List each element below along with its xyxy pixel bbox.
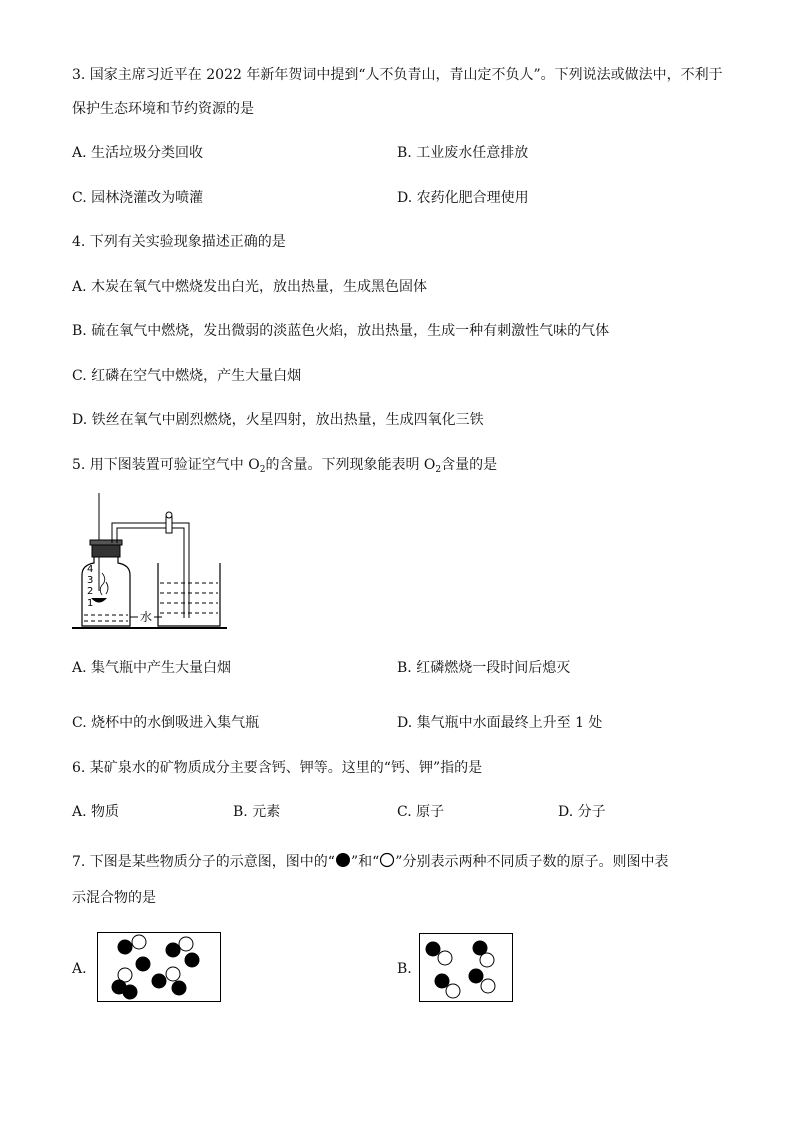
q6-option-d[interactable]: D. 分子 — [558, 804, 606, 820]
q7-option-a-label[interactable]: A. — [72, 961, 87, 977]
hollow-atom-icon — [379, 852, 395, 868]
q5-option-d[interactable]: D. 集气瓶中水面最终上升至 1 处 — [397, 715, 603, 731]
q4-option-b[interactable]: B. 硫在氧气中燃烧，发出微弱的淡蓝色火焰，放出热量，生成一种有刺激性气味的气体 — [72, 323, 610, 339]
q3-stem-line1: 3. 国家主席习近平在 2022 年新年贺词中提到“人不负青山，青山定不负人”。下列说法或做法中，不利于 — [72, 67, 723, 83]
q6-option-b[interactable]: B. 元素 — [233, 804, 281, 820]
q5-option-c[interactable]: C. 烧杯中的水倒吸进入集气瓶 — [72, 715, 260, 731]
q6-option-a[interactable]: A. 物质 — [72, 804, 120, 820]
q3-option-a[interactable]: A. 生活垃圾分类回收 — [72, 145, 204, 161]
q7-option-a-diagram[interactable] — [97, 932, 221, 1002]
q4-option-c[interactable]: C. 红磷在空气中燃烧，产生大量白烟 — [72, 368, 302, 384]
q6-stem: 6. 某矿泉水的矿物质成分主要含钙、钾等。这里的“钙、钾”指的是 — [72, 760, 483, 776]
q7-stem-line2: 示混合物的是 — [72, 890, 156, 906]
q4-stem: 4. 下列有关实验现象描述正确的是 — [72, 234, 286, 250]
combustion-spoon — [91, 598, 107, 603]
q7-stem-line1: 7. 下图是某些物质分子的示意图，图中的“ ”和“ ”分别表示两种不同质子数的原子。则图中表 — [72, 854, 669, 870]
q4-option-a[interactable]: A. 木炭在氧气中燃烧发出白光，放出热量，生成黑色固体 — [72, 279, 428, 295]
q7-option-b-label[interactable]: B. — [397, 961, 412, 977]
connecting-tube — [112, 523, 189, 618]
q5-apparatus-figure — [72, 493, 232, 633]
scale-mark-2: 2 — [87, 586, 94, 597]
q4-option-d[interactable]: D. 铁丝在氧气中剧烈燃烧，火星四射，放出热量，生成四氧化三铁 — [72, 412, 484, 428]
q3-stem-line2: 保护生态环境和节约资源的是 — [72, 101, 254, 117]
filled-atom-icon — [335, 852, 351, 868]
tube-clamp — [166, 517, 172, 533]
scale-mark-1: 1 — [87, 598, 94, 609]
q6-option-c[interactable]: C. 原子 — [397, 804, 445, 820]
q3-option-d[interactable]: D. 农药化肥合理使用 — [397, 190, 529, 206]
q5-option-a[interactable]: A. 集气瓶中产生大量白烟 — [72, 660, 232, 676]
q5-option-b[interactable]: B. 红磷燃烧一段时间后熄灭 — [397, 660, 571, 676]
scale-mark-4: 4 — [87, 564, 94, 575]
q7-option-b-diagram[interactable] — [419, 933, 513, 1003]
q3-option-b[interactable]: B. 工业废水任意排放 — [397, 145, 529, 161]
water-label: 水 — [140, 610, 153, 624]
q3-option-c[interactable]: C. 园林浇灌改为喷灌 — [72, 190, 204, 206]
scale-mark-3: 3 — [87, 575, 94, 586]
q5-stem: 5. 用下图装置可验证空气中 $O_2$的含量。下列现象能表明 $O_2$含量的是 — [72, 457, 498, 475]
